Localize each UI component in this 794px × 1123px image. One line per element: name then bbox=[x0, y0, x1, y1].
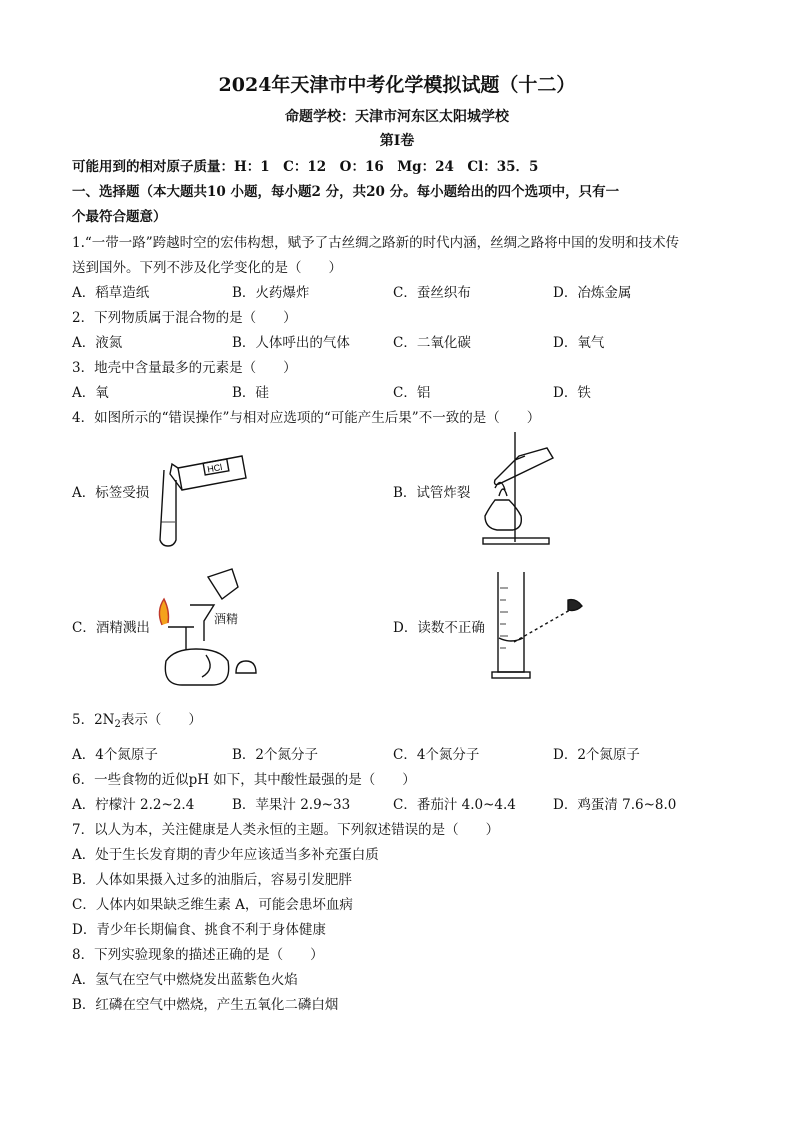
q3-stem: 3．地壳中含量最多的元素是（ ） bbox=[72, 360, 297, 376]
q4-option-a: A．标签受损 bbox=[72, 485, 150, 501]
q5-option-c: C．4个氮分子 bbox=[393, 747, 480, 763]
q1-option-b: B．火药爆炸 bbox=[232, 285, 310, 301]
figure-alcohol-lamp bbox=[152, 565, 262, 690]
q2-option-a: A．液氮 bbox=[72, 335, 123, 351]
q1-stem-line2: 送到国外。下列不涉及化学变化的是（ ） bbox=[72, 260, 342, 276]
hcl-label: HCl bbox=[206, 462, 223, 475]
q7-option-a: A．处于生长发育期的青少年应该适当多补充蛋白质 bbox=[72, 847, 379, 863]
school-line: 命题学校：天津市河东区太阳城学校 bbox=[285, 109, 509, 125]
q7-option-b: B．人体如果摄入过多的油脂后，容易引发肥胖 bbox=[72, 872, 352, 888]
q2-option-c: C．二氧化碳 bbox=[393, 335, 471, 351]
q6-stem: 6．一些食物的近似pH 如下，其中酸性最强的是（ ） bbox=[72, 772, 416, 788]
q1-option-a: A．稻草造纸 bbox=[72, 285, 150, 301]
q7-option-d: D．青少年长期偏食、挑食不利于身体健康 bbox=[72, 922, 326, 938]
q5-option-d: D．2个氮原子 bbox=[553, 747, 640, 763]
q8-option-b: B．红磷在空气中燃烧，产生五氧化二磷白烟 bbox=[72, 997, 339, 1013]
q3-option-c: C．铝 bbox=[393, 385, 431, 401]
q2-option-b: B．人体呼出的气体 bbox=[232, 335, 350, 351]
q1-option-c: C．蚕丝织布 bbox=[393, 285, 471, 301]
q6-option-b: B．苹果汁 2.9~33 bbox=[232, 797, 351, 813]
q4-option-d: D．读数不正确 bbox=[393, 620, 485, 636]
q4-stem: 4．如图所示的“错误操作”与相对应选项的“可能产生后果”不一致的是（ ） bbox=[72, 410, 541, 426]
q4-option-b: B．试管炸裂 bbox=[393, 485, 471, 501]
q8-option-a: A．氢气在空气中燃烧发出蓝紫色火焰 bbox=[72, 972, 298, 988]
q2-option-d: D．氧气 bbox=[553, 335, 605, 351]
q1-stem-line1: 1.“一带一路”跨越时空的宏伟构想，赋予了古丝绸之路新的时代内涵，丝绸之路将中国的发明和技术传 bbox=[72, 235, 680, 251]
section-heading-line2: 个最符合题意） bbox=[72, 209, 167, 225]
q8-stem: 8．下列实验现象的描述正确的是（ ） bbox=[72, 947, 324, 963]
q1-option-d: D．冶炼金属 bbox=[553, 285, 632, 301]
q3-option-b: B．硅 bbox=[232, 385, 269, 401]
q6-option-c: C．番茄汁 4.0~4.4 bbox=[393, 797, 516, 813]
q7-stem: 7．以人为本，关注健康是人类永恒的主题。下列叙述错误的是（ ） bbox=[72, 822, 500, 838]
q6-option-a: A．柠檬汁 2.2~2.4 bbox=[72, 797, 195, 813]
q7-option-c: C．人体内如果缺乏维生素 A，可能会患坏血病 bbox=[72, 897, 353, 913]
q6-option-d: D．鸡蛋清 7.6~8.0 bbox=[553, 797, 677, 813]
section-heading-line1: 一、选择题（本大题共10 小题，每小题2 分，共20 分。每小题给出的四个选项中，只有一 bbox=[72, 184, 620, 200]
q5-stem: 5．$2N_2$表示（ ） bbox=[72, 712, 202, 730]
atomic-mass-line: 可能用到的相对原子质量：H：1 C：12 O：16 Mg：24 Cl：35．5 bbox=[72, 159, 539, 175]
q3-option-d: D．铁 bbox=[553, 385, 591, 401]
q3-option-a: A．氧 bbox=[72, 385, 109, 401]
q4-option-c: C．酒精溅出 bbox=[72, 620, 150, 636]
figure-cylinder-reading bbox=[490, 568, 590, 683]
q2-stem: 2．下列物质属于混合物的是（ ） bbox=[72, 310, 297, 326]
q5-option-a: A．4个氮原子 bbox=[72, 747, 158, 763]
figure-heating-tube bbox=[475, 430, 565, 550]
figure-pouring-reagent bbox=[150, 440, 260, 550]
alcohol-label: 酒精 bbox=[214, 612, 239, 626]
q5-option-b: B．2个氮分子 bbox=[232, 747, 319, 763]
page-title: 2024年天津市中考化学模拟试题（十二） bbox=[218, 74, 576, 96]
volume-label: 第I卷 bbox=[379, 133, 415, 149]
